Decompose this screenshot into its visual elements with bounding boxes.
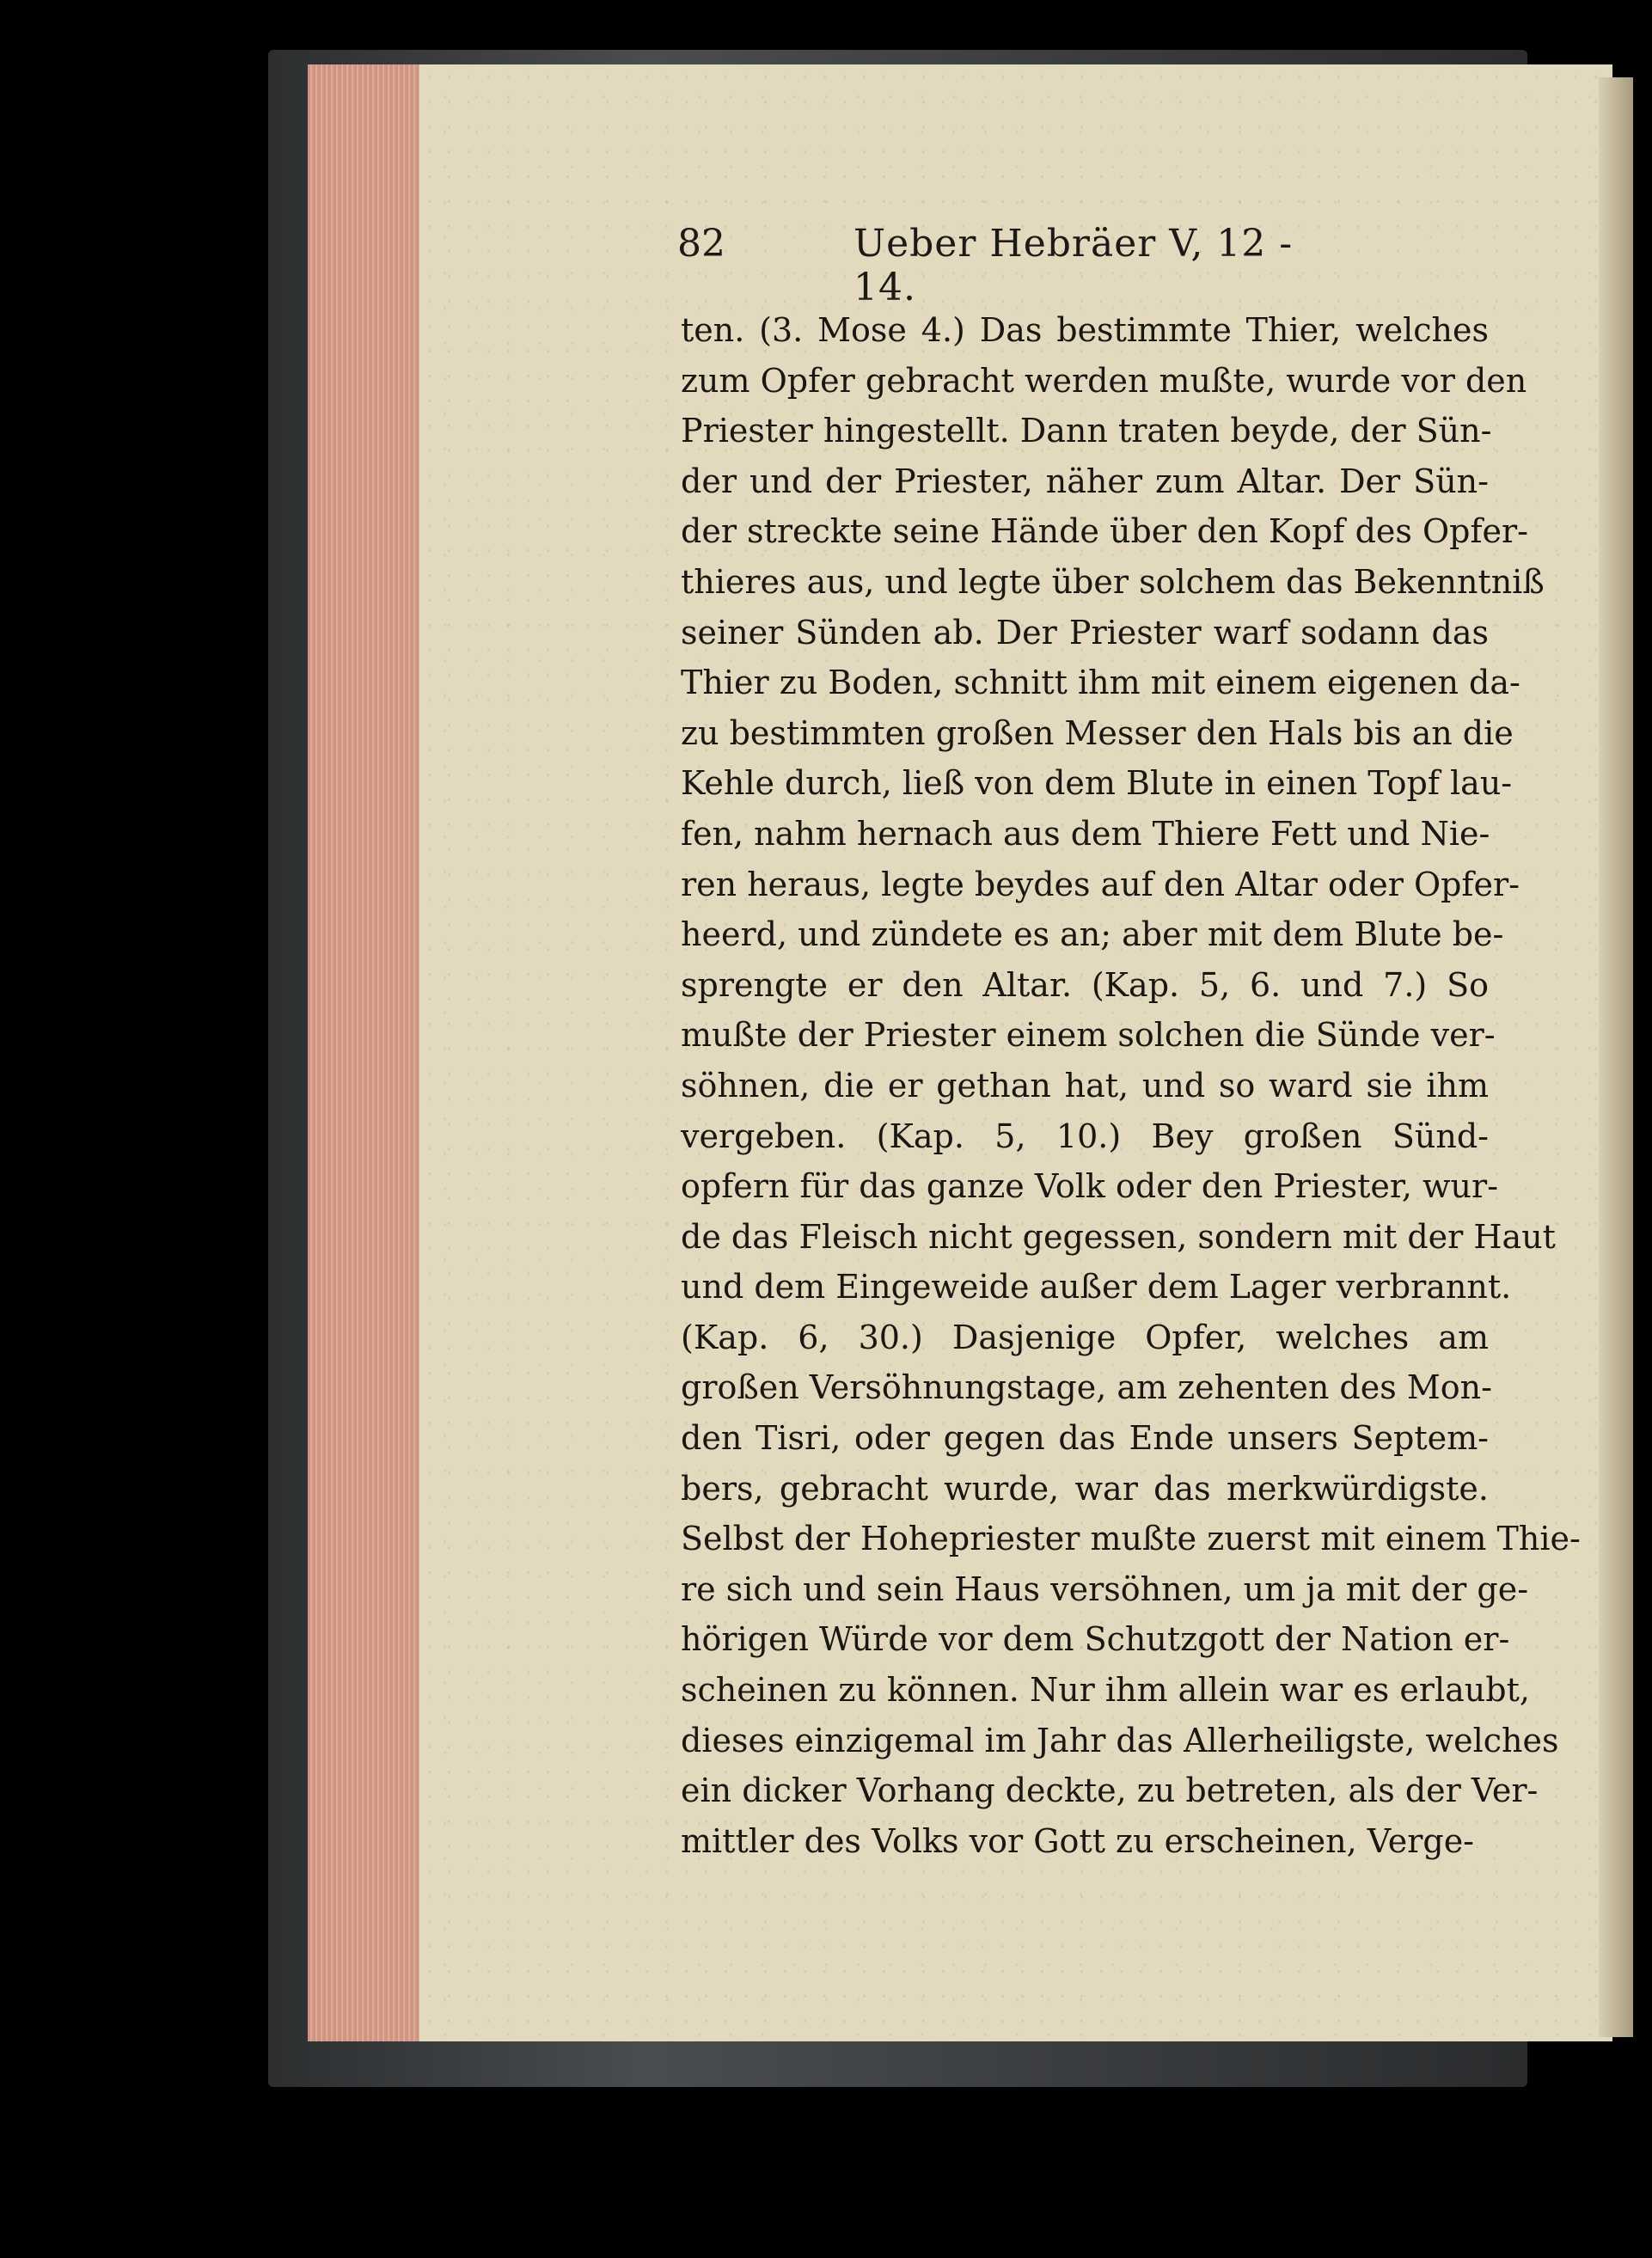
text-line: ren heraus, legte beydes auf den Altar oder Opfer- <box>681 865 1520 903</box>
text-line: scheinen zu können. Nur ihm allein war es erlaubt, <box>681 1671 1530 1710</box>
text-line: ten. (3. Mose 4.) Das bestimmte Thier, welches <box>681 311 1489 349</box>
text-line: (Kap. 6, 30.) Dasjenige Opfer, welches am <box>681 1318 1489 1356</box>
text-line: hörigen Würde vor dem Schutzgott der Nation er- <box>681 1620 1510 1659</box>
text-line: dieses einzigemal im Jahr das Allerheiligste, welches <box>681 1721 1559 1759</box>
text-line: großen Versöhnungstage, am zehenten des Mon- <box>681 1368 1492 1407</box>
text-line: Priester hingestellt. Dann traten beyde, der Sün- <box>681 412 1492 450</box>
text-line: und dem Eingeweide außer dem Lager verbrannt. <box>681 1268 1512 1306</box>
body-text <box>681 305 1581 1866</box>
page-edges <box>308 64 421 2041</box>
text-line: zu bestimmten großen Messer den Hals bis an die <box>681 713 1514 752</box>
running-title: Ueber Hebräer V, 12 - 14. <box>854 222 1294 309</box>
text-line: ein dicker Vorhang deckte, zu betreten, als der Ver- <box>681 1772 1539 1810</box>
text-line: söhnen, die er gethan hat, und so ward sie ihm <box>681 1066 1489 1105</box>
text-line: vergeben. (Kap. 5, 10.) Bey großen Sünd- <box>681 1117 1489 1155</box>
page-header <box>677 222 1296 309</box>
text-line: Thier zu Boden, schnitt ihm mit einem eigenen da- <box>681 664 1520 702</box>
text-line: re sich und sein Haus versöhnen, um ja mit der ge- <box>681 1570 1529 1608</box>
text-line: seiner Sünden ab. Der Priester warf sodann das <box>681 613 1489 652</box>
text-line: mittler des Volks vor Gott zu erscheinen, Verge- <box>681 1821 1475 1860</box>
text-line: thieres aus, und legte über solchem das Bekenntniß <box>681 562 1545 601</box>
text-line: opfern für das ganze Volk oder den Priester, wur- <box>681 1167 1499 1206</box>
page-gutter-shadow <box>1599 77 1633 2037</box>
text-line: mußte der Priester einem solchen die Sünde ver- <box>681 1016 1496 1055</box>
text-line: heerd, und zündete es an; aber mit dem Blute be- <box>681 915 1504 954</box>
text-line: sprengte er den Altar. (Kap. 5, 6. und 7.) So <box>681 965 1489 1004</box>
text-line: zum Opfer gebracht werden mußte, wurde vor den <box>681 361 1527 400</box>
text-line: de das Fleisch nicht gegessen, sondern mit der Haut <box>681 1217 1556 1256</box>
text-line: bers, gebracht wurde, war das merkwürdigste. <box>681 1469 1489 1508</box>
text-line: den Tisri, oder gegen das Ende unsers Septem- <box>681 1419 1489 1458</box>
text-line: fen, nahm hernach aus dem Thiere Fett und Nie- <box>681 814 1490 853</box>
text-line: der und der Priester, näher zum Altar. Der Sün- <box>681 462 1489 500</box>
text-line: Kehle durch, ließ von dem Blute in einen Topf lau- <box>681 764 1513 803</box>
text-line: der streckte seine Hände über den Kopf des Opfer- <box>681 512 1529 551</box>
text-line: Selbst der Hohepriester mußte zuerst mit einem Thie- <box>681 1520 1581 1558</box>
page-number: 82 <box>677 222 725 266</box>
